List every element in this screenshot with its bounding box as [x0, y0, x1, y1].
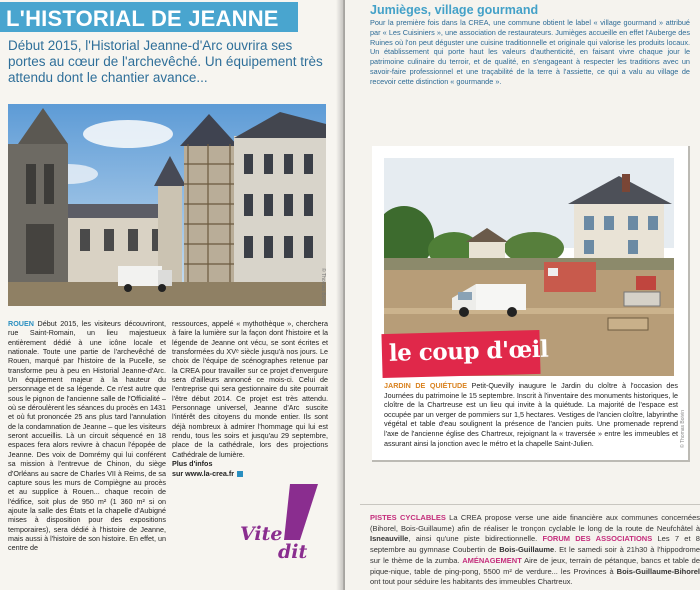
archeveche-photo: [8, 104, 326, 306]
vite-dit-logo: [238, 482, 328, 562]
isneauville-place: Isneauville: [370, 534, 409, 544]
more-info-url-text[interactable]: sur www.la-crea.fr: [172, 468, 235, 478]
apostrophe-icon: [284, 484, 318, 540]
brief-news: [370, 513, 700, 588]
vite-word: Vite: [240, 523, 283, 545]
coup-doeil-card: [372, 146, 690, 462]
photo-credit: © Thomas Boivin: [320, 268, 326, 307]
jumieges-title: Jumièges, village gourmand: [370, 3, 539, 17]
more-info-url[interactable]: [172, 469, 328, 478]
coup-doeil-stamp: le coup d'œil: [381, 330, 540, 378]
intro-paragraph: Début 2015, l'Historial Jeanne-d'Arc ouvrira ses portes au cœur de l'archevêché. Un équipement très attendu dont le chantier avance...: [8, 38, 323, 85]
article-column-1: [8, 319, 166, 553]
divider: [360, 504, 700, 505]
left-page: [0, 0, 343, 590]
jardin-text: Petit-Quevilly inaugure le Jardin du cloître à l'occasion des Journées du patrimoine le 15 septembre. Inscrit à l'inventaire des monuments historiques, le cloître de la Chartreuse est un lieu qui invite à la quiétude. La majorité de l'espace est occupée par un verger de pommiers sur 1,5 hectares. Vestiges de l'ancien cloître, labyrinthe végétal et table d'eau soulignent la présence de l'ancien puits. Une promenade reprend l'axe de l'ancienne église des Chartreux, rejoignant la « traversée » entre les immeubles et assurant ainsi la jonction avec le métro et la chapelle Saint-Julien.: [384, 381, 678, 448]
archeveche-illustration: [8, 104, 326, 306]
column-2-text: ressources, appelé « mythothèque », cherchera à faire la lumière sur la façon dont l'histoire et la légende de Jeanne ont vécu, se sont écrites et transformées du XVᵉ siècle jusqu'à nos jours. Le choix de l'équipe de scénographes retenue par la CREA pour travailler sur ce projet d'envergure sera d'ailleurs annoncé ce mois-ci. Celui de l'entreprise qui sera gestionnaire du site pourrait l'être début 2014. Ce projet est très attendu. Personnage universel, Jeanne d'Arc suscite l'intérêt des citoyens du monde entier. Ils sont déjà nombreux à admirer l'hommage qui lui est rendu, tous les soirs et jusqu'au 29 septembre, place de la cathédrale, lors des projections Cathédrale de lumière.: [172, 319, 328, 459]
square-bullet-icon: [237, 471, 243, 477]
forum-text: Les 7 et 8 septembre au gymnase Coubertin de: [370, 534, 700, 555]
forum-text-end: . Et le samedi soir à 21h30 à l'hippodrome sur le thème de la zumba.: [370, 545, 700, 565]
bois-guillaume-place: Bois-Guillaume: [499, 545, 555, 555]
jardin-article: [384, 381, 678, 448]
amenagement-text-end: ont tout pour séduire les habitants des immeubles Chartreux.: [370, 577, 573, 587]
location-keyword: ROUEN: [8, 319, 34, 328]
bois-guillaume-bihorel-place: Bois-Guillaume-Bihorel: [616, 566, 700, 576]
forum-keyword: FORUM DES ASSOCIATIONS: [542, 534, 653, 544]
column-1-text: Début 2015, les visiteurs découvriront, rue Saint-Romain, un lieu majestueux entièrement dédié à une icône locale et nationale. Toute une partie de l'archevêché de Rouen, marqué par l'histoire de la Pucelle, se transforme peu à peu en Historial Jeanne-d'Arc. Un équipement majeur à la hauteur du personnage et de sa légende. Ce n'est autre que sous le pignon de l'ancienne salle de l'Officialité – où se déroulèrent les séances du procès en 1431 et où fut prononcée 25 ans plus tard l'annulation de la condamnation de Jeanne – que les visiteurs seront accueillis. Là un circuit séquencé en 18 espaces fera alors revivre à chacun l'épopée de Jeanne. Des voix de Domrémy qui lui conférent sa mission à l'entrevue de Chinon, du siège d'Orléans au sacre de Charles VII à Reims, de sa capture sous les murs de Compiègne au procès et au supplice à Rouen... chaque recoin de l'édifice, soit plus de 950 m² (1 360 m² si on ajoute la salle des États et la chapelle d'Aubigné mises à disposition pour des expositions temporaires), sera dédié à l'histoire de Jeanne, mais aussi à l'histoire de son histoire. En effet, un centre de: [8, 319, 166, 553]
dit-word: dit: [278, 541, 308, 562]
jardin-keyword: JARDIN DE QUIÉTUDE: [384, 381, 467, 390]
headline-bar: [0, 2, 298, 32]
article-column-2: [172, 319, 328, 478]
card-photo-credit: © Thomas Boivin: [680, 409, 686, 448]
pistes-text-end: , ainsi qu'une piste bidirectionnelle.: [408, 534, 543, 544]
pistes-text: La CREA propose verse une aide financière aux communes concernées (Bihorel, Bois-Guillaume) afin de réaliser le tronçon cyclable le long de la route de Neufchâtel à: [370, 513, 700, 533]
more-info-title: Plus d'infos: [172, 459, 213, 469]
amenagement-text: Aire de jeux, terrain de pétanque, bancs et table de pique-nique, table de ping-pong, 5500 m² de verdure... les Provinces à: [370, 555, 700, 576]
amenagement-keyword: AMÉNAGEMENT: [462, 555, 522, 565]
pistes-keyword: PISTES CYCLABLES: [370, 513, 446, 522]
jumieges-paragraph: Pour la première fois dans la CREA, une commune obtient le label « village gourmand » attribué par « Les Cuisiniers », une association de restaurateurs. Jumièges accueille en effet l'Auberge des Ruines où l'on peut déguster une cuisine traditionnelle et originale qui valorise les produits locaux. Un établissement qui porte haut les valeurs d'authenticité, en faisant vivre chaque jour le patrimoine culinaire du terroir, et de qualité, en s'engageant à respecter les traditions avec un savoir-faire professionnel et une traçabilité de la terre à l'assiette, ce qui a valu au village de recevoir cette distinction « gourmande ».: [370, 18, 690, 86]
page-headline: L'HISTORIAL DE JEANNE: [6, 6, 279, 31]
